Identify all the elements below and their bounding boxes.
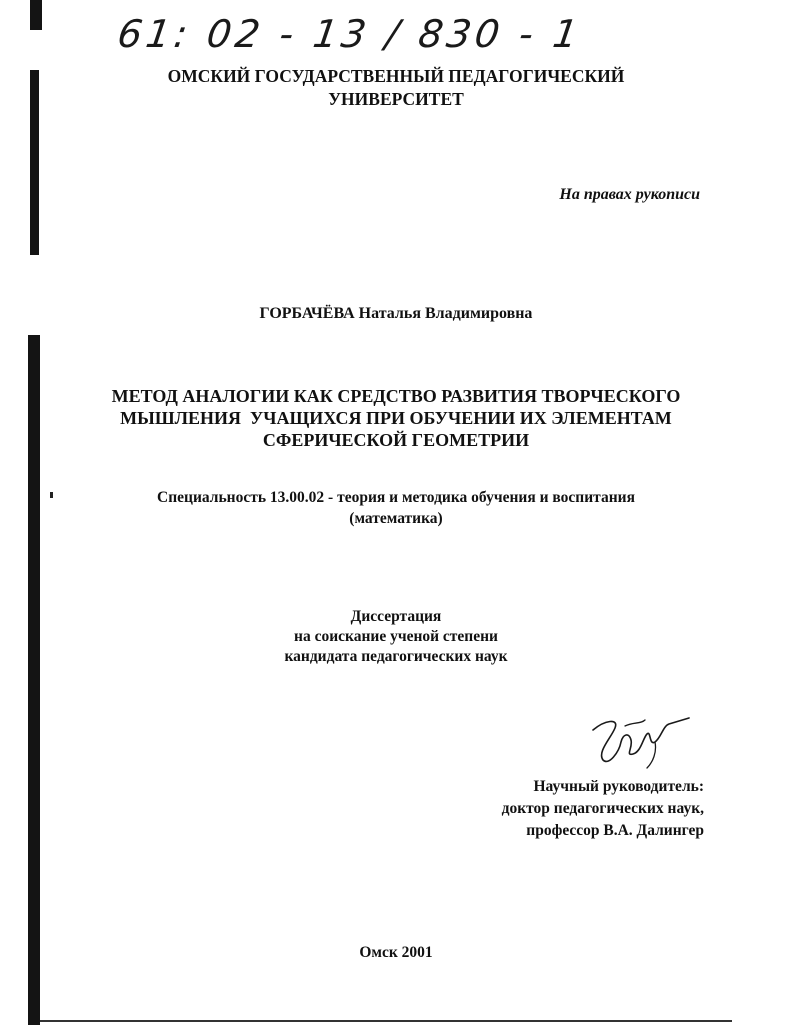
city-year: Омск 2001	[359, 944, 433, 961]
title-line-2: МЫШЛЕНИЯ УЧАЩИХСЯ ПРИ ОБУЧЕНИИ ИХ ЭЛЕМЕНТАМ	[120, 408, 672, 428]
university-name	[60, 65, 732, 111]
degree-line-3: кандидата педагогических наук	[284, 648, 508, 665]
scan-edge-bottom	[28, 335, 40, 1025]
rights-note: На правах рукописи	[559, 186, 700, 203]
handwritten-signature	[585, 712, 695, 772]
scientific-supervisor	[502, 776, 704, 842]
specialty	[40, 487, 752, 529]
dissertation-title	[60, 385, 732, 451]
title-line-3: СФЕРИЧЕСКОЙ ГЕОМЕТРИИ	[262, 430, 530, 450]
scan-edge-top	[30, 0, 42, 30]
scan-edge-middle	[30, 70, 39, 255]
university-line-1: ОМСКИЙ ГОСУДАРСТВЕННЫЙ ПЕДАГОГИЧЕСКИЙ	[167, 66, 625, 86]
supervisor-line-3: профессор В.А. Далингер	[526, 822, 704, 839]
supervisor-line-1: Научный руководитель:	[533, 778, 704, 795]
degree-info	[60, 607, 732, 667]
degree-line-2: на соискание ученой степени	[294, 628, 498, 645]
author-surname: ГОРБАЧЁВА	[259, 305, 355, 322]
specialty-line-2: (математика)	[349, 510, 443, 527]
archive-number: 61: 02 - 13 / 830 - 1	[114, 12, 585, 56]
author-given-names: Наталья Владимировна	[358, 305, 533, 322]
title-line-1: МЕТОД АНАЛОГИИ КАК СРЕДСТВО РАЗВИТИЯ ТВОРЧЕСКОГО	[111, 386, 681, 406]
university-line-2: УНИВЕРСИТЕТ	[328, 89, 464, 109]
supervisor-line-2: доктор педагогических наук,	[501, 800, 704, 817]
degree-line-1: Диссертация	[350, 608, 442, 625]
author-name	[60, 305, 732, 323]
scan-bottom-line	[40, 1020, 732, 1022]
specialty-line-1: Специальность 13.00.02 - теория и методика обучения и воспитания	[157, 489, 635, 506]
